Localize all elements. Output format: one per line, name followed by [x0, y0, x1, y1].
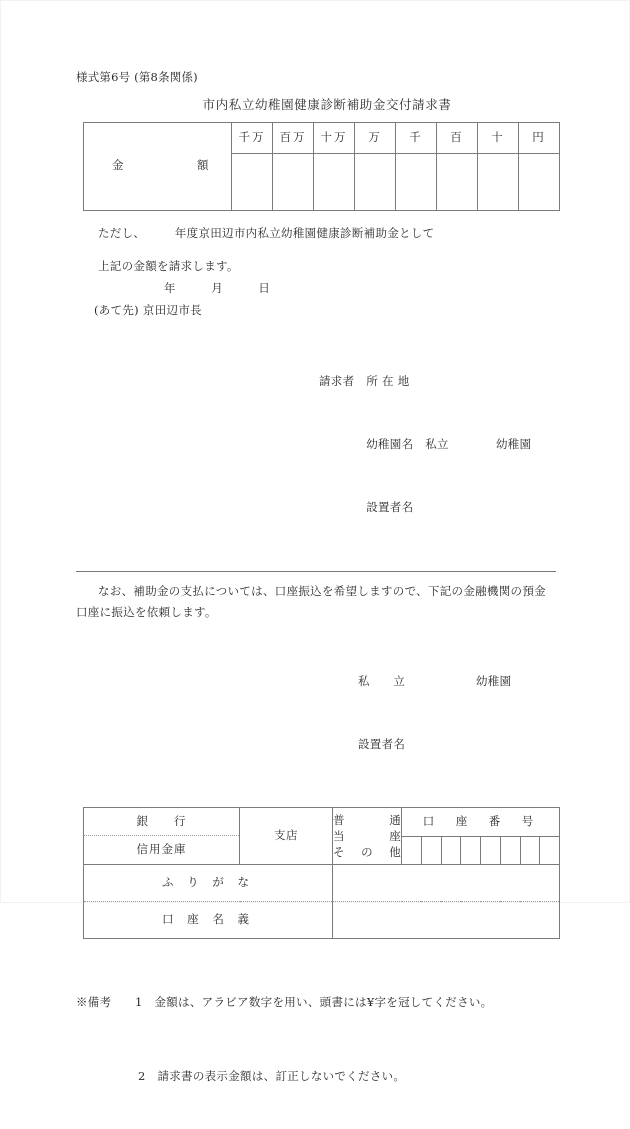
unit-header-sen: 千 [396, 122, 437, 153]
amount-cell-senman[interactable] [232, 153, 273, 210]
form-content [76, 71, 556, 1129]
account-type-sonota-right: 他 [389, 844, 401, 859]
amount-cell-en[interactable] [519, 153, 560, 210]
account-type-toza-row [333, 828, 401, 844]
note-2-text: 請求書の表示金額は、訂正しないでください。 [157, 1068, 406, 1083]
account-digit-5[interactable] [481, 836, 501, 864]
account-type-sonota-mid: の [361, 844, 373, 859]
institution-name-line: 私 立 幼稚園 [358, 673, 512, 688]
bank-type-shinyokinko: 信用金庫 [136, 841, 187, 856]
amount-label-left: 金 [112, 158, 124, 173]
transfer-note-line-2: 口座に振込を依頼します。 [76, 604, 217, 619]
account-digit-8[interactable] [540, 836, 560, 864]
account-holder-value-cell[interactable] [333, 901, 560, 938]
note-item-2 [76, 1066, 556, 1087]
statement-line-1: ただし、 年度京田辺市内私立幼稚園健康診断補助金として [98, 225, 435, 240]
institution-founder-line: 設置者名 [358, 736, 406, 751]
unit-header-juman: 十万 [314, 122, 355, 153]
bank-name-cell[interactable] [84, 807, 240, 864]
statement-date-line: 年 月 日 [164, 280, 271, 295]
account-digit-6[interactable] [500, 836, 520, 864]
amount-table-header-row [84, 122, 560, 153]
institution-block [76, 629, 556, 797]
account-type-futsu-right: 通 [389, 812, 401, 827]
note-2-number: 2 [138, 1068, 146, 1083]
account-type-futsu-left: 普 [333, 812, 345, 827]
requester-block [76, 329, 556, 560]
account-digit-4[interactable] [461, 836, 481, 864]
amount-label-cell [84, 122, 232, 210]
account-number-header: 口 座 番 号 [402, 807, 560, 836]
account-digit-2[interactable] [421, 836, 441, 864]
unit-header-ju: 十 [478, 122, 519, 153]
furigana-value-cell[interactable] [333, 864, 560, 901]
note-1-number: 1 [135, 994, 143, 1009]
unit-header-en: 円 [519, 122, 560, 153]
account-type-cell[interactable] [333, 807, 402, 864]
account-digit-3[interactable] [441, 836, 461, 864]
account-digit-7[interactable] [520, 836, 540, 864]
section-divider [76, 571, 556, 572]
unit-header-hyaku: 百 [437, 122, 478, 153]
bank-table-row-furigana [84, 864, 560, 901]
note-1-text: 金額は、アラビア数字を用い、頭書には¥字を冠してください。 [154, 994, 493, 1009]
account-type-futsu-row [333, 812, 401, 828]
account-digit-1[interactable] [402, 836, 422, 864]
page-title: 市内私立幼稚園健康診断補助金交付請求書 [202, 96, 452, 112]
amount-cell-hyakuman[interactable] [273, 153, 314, 210]
amount-cell-sen[interactable] [396, 153, 437, 210]
account-holder-label: 口 座 名 義 [84, 901, 333, 938]
transfer-note-line-1: なお、補助金の支払については、口座振込を希望しますので、下記の金融機関の預金 [98, 583, 546, 598]
form-number: 様式第6号 (第8条関係) [76, 70, 198, 84]
statement-line-2: 上記の金額を請求します。 [98, 258, 239, 273]
requester-kindergarten-line: 幼稚園名 私立 幼稚園 [319, 436, 532, 451]
account-type-toza-left: 当 [333, 828, 345, 843]
notes-heading: ※備考 [76, 994, 112, 1009]
amount-label-right: 額 [197, 158, 209, 173]
notes-block [76, 950, 556, 1129]
unit-header-man: 万 [355, 122, 396, 153]
furigana-label: ふ り が な [84, 864, 333, 901]
statement-addressee: (あて先) 京田辺市長 [94, 302, 202, 317]
note-item-1 [76, 992, 556, 1013]
bank-account-table [83, 807, 560, 939]
branch-name-cell[interactable] [240, 807, 333, 864]
transfer-note-block [76, 581, 556, 623]
requester-address-line: 請求者 所 在 地 [319, 373, 410, 388]
unit-header-senman: 千万 [232, 122, 273, 153]
branch-label: 支店 [274, 827, 298, 842]
amount-cell-hyaku[interactable] [437, 153, 478, 210]
account-type-sonota-left: そ [333, 844, 345, 859]
bank-table-row-1 [84, 807, 560, 836]
bank-type-ginko: 銀 行 [84, 808, 239, 836]
unit-header-hyakuman: 百万 [273, 122, 314, 153]
amount-cell-ju[interactable] [478, 153, 519, 210]
account-type-toza-right: 座 [389, 828, 401, 843]
amount-table [83, 122, 560, 211]
amount-cell-juman[interactable] [314, 153, 355, 210]
amount-cell-man[interactable] [355, 153, 396, 210]
account-type-sonota-row [333, 844, 401, 860]
requester-founder-line: 設置者名 [319, 499, 414, 514]
bank-table-row-holder [84, 901, 560, 938]
